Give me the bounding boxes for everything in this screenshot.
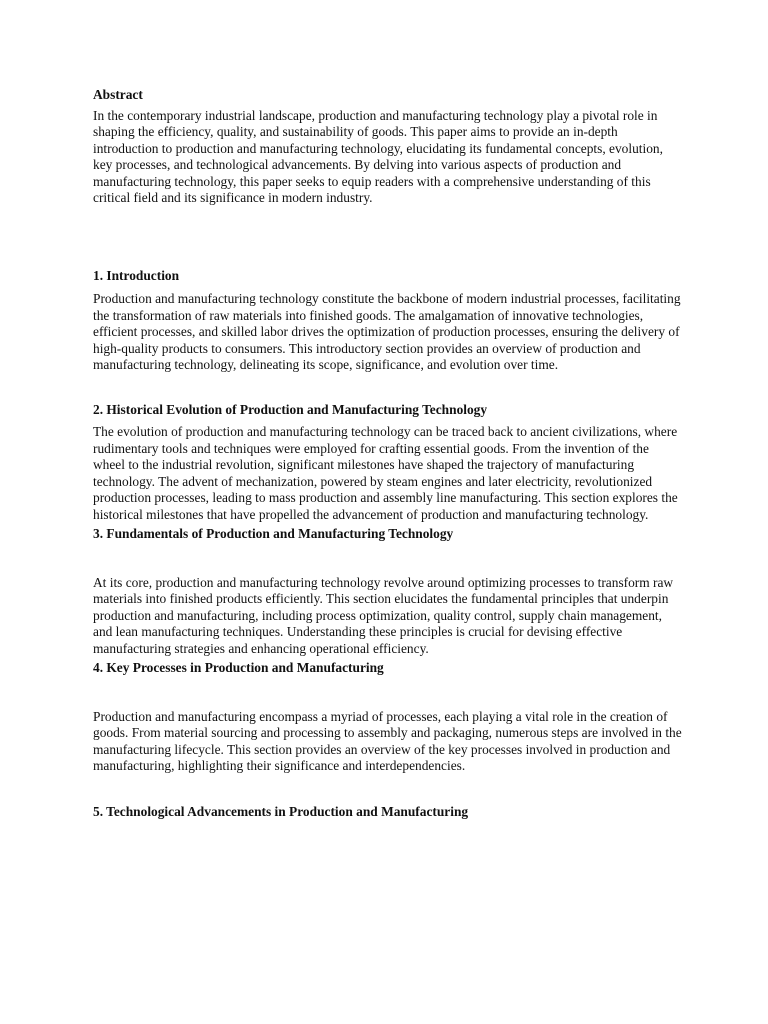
- introduction-paragraph: Production and manufacturing technology constitute the backbone of modern industrial processes, facilitating the transformation of raw materials into finished goods. The amalgamation of innovative technologies, efficient processes, and skilled labor drives the optimization of production processes, ensuring the delivery of high-quality products to consumers. This introductory section provides an overview of production and manufacturing technology, delineating its scope, significance, and evolution over time.: [93, 291, 681, 373]
- historical-evolution-paragraph: The evolution of production and manufacturing technology can be traced back to ancient civilizations, where rudimentary tools and techniques were employed for crafting essential goods. From the invention of the wheel to the industrial revolution, significant milestones have shaped the trajectory of manufacturing technology. The advent of mechanization, powered by steam engines and later electricity, revolutionized production processes, leading to mass production and assembly line manufacturing. This section explores the historical milestones that have propelled the advancement of production and manufacturing technology.: [93, 424, 678, 522]
- abstract-heading: Abstract: [93, 87, 143, 102]
- fundamentals-paragraph: At its core, production and manufacturing technology revolve around optimizing processes to transform raw materials into finished products efficiently. This section elucidates the fundamental principles that underpin production and manufacturing, including process optimization, quality control, supply chain management, and lean manufacturing techniques. Understanding these principles is crucial for devising effective manufacturing strategies and enhancing operational efficiency.: [93, 574, 674, 656]
- fundamentals-heading: 3. Fundamentals of Production and Manufacturing Technology: [93, 525, 454, 541]
- key-processes-heading: 4. Key Processes in Production and Manufacturing: [93, 659, 384, 675]
- key-processes-paragraph: Production and manufacturing encompass a myriad of processes, each playing a vital role in the creation of goods. From material sourcing and processing to assembly and packaging, numerous steps are involved in the manufacturing lifecycle. This section provides an overview of the key processes involved in production and manufacturing, highlighting their significance and interdependencies.: [93, 708, 682, 774]
- introduction-heading: 1. Introduction: [93, 268, 180, 284]
- historical-evolution-heading: 2. Historical Evolution of Production and Manufacturing Technology: [93, 402, 488, 418]
- technological-advancements-heading: 5. Technological Advancements in Production and Manufacturing: [93, 803, 469, 819]
- abstract-paragraph: In the contemporary industrial landscape, production and manufacturing technology play a pivotal role in shaping the efficiency, quality, and sustainability of goods. This paper aims to provide an in-depth introduction to production and manufacturing technology, elucidating its fundamental concepts, evolution, key processes, and technological advancements. By delving into various aspects of production and manufacturing technology, this paper seeks to equip readers with a comprehensive understanding of this critical field and its significance in modern industry.: [93, 108, 663, 206]
- document-page: [93, 86, 683, 820]
